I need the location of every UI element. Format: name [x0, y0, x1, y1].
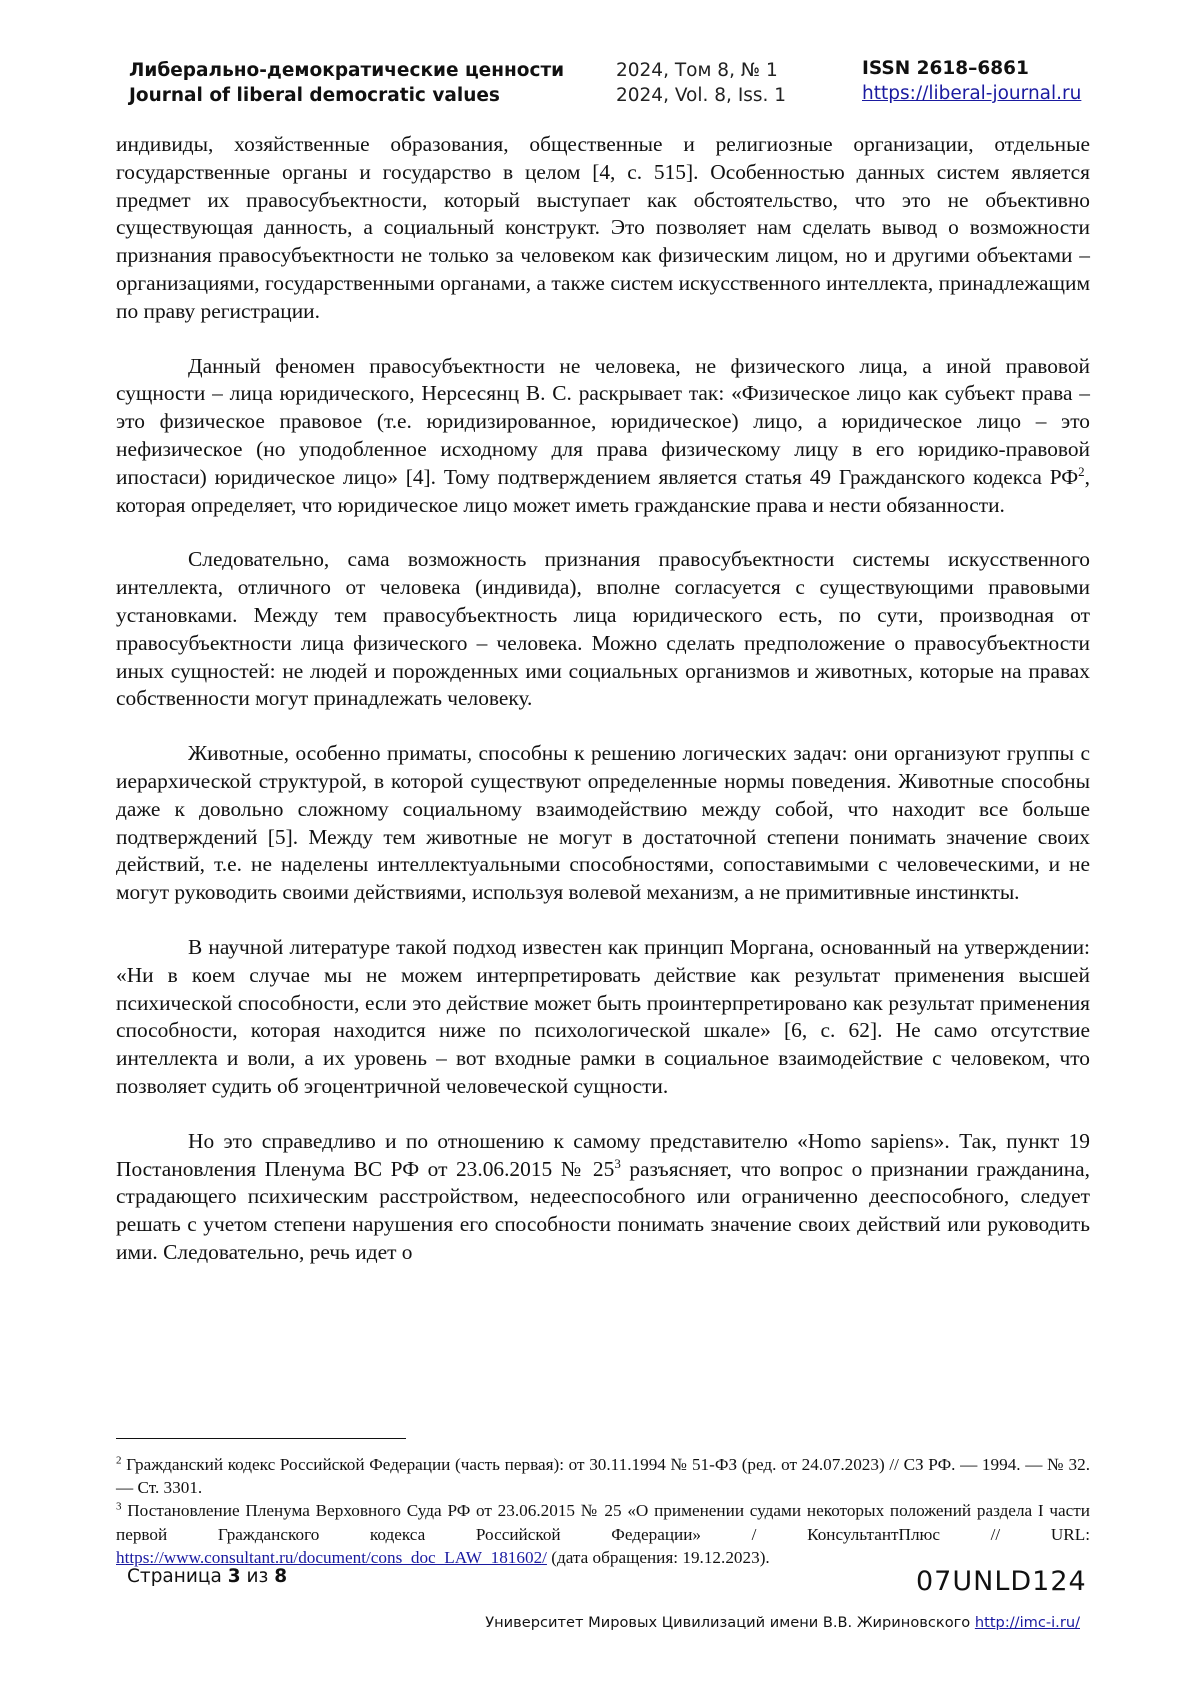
- journal-title-ru: Либерально-демократические ценности: [129, 60, 565, 81]
- university-link[interactable]: http://imc-i.ru/: [974, 1614, 1080, 1631]
- page-current: 3: [227, 1566, 241, 1587]
- footnote-3-access-date: (дата обращения: 19.12.2023).: [546, 1547, 770, 1567]
- footnote-3-text: Постановление Пленума Верховного Суда РФ от 23.06.2015 № 25 «О применении судами некоторых положений раздела I части первой Гражданского кодекса Российской Федерации» / КонсультантПлюс // URL:: [116, 1501, 1090, 1544]
- footnote-divider: [116, 1438, 406, 1439]
- page-prefix: Страница: [127, 1566, 228, 1587]
- paragraph-3: Следовательно, сама возможность признания правосубъектности системы искусственного интеллекта, отличного от человека (индивида), вполне согласуется с существующими правовыми установками. Между тем правосубъектность лица юридического есть, по сути, производная от правосубъектности лица физического – человека. Можно сделать предположение о правосубъектности иных сущностей: не людей и порожденных ими социальных организмов и животных, которые на правах собственности могут принадлежать человеку.: [116, 547, 1090, 711]
- footnotes: [116, 1453, 1090, 1569]
- paragraph-5: В научной литературе такой подход известен как принцип Моргана, основанный на утверждении: «Ни в коем случае мы не можем интерпретировать действие как результат применения высшей психической способности, если это действие может быть проинтерпретировано как результат применения способности, которая находится ниже по психологической шкале» [6, с. 62]. Не само отсутствие интеллекта и воли, а их уровень – вот входные рамки в социальное взаимодействие с человеком, что позволяет судить об эгоцентричной человеческой сущности.: [116, 934, 1090, 1098]
- journal-title: [129, 58, 564, 108]
- paragraph-4: Животные, особенно приматы, способны к решению логических задач: они организуют группы с иерархической структурой, в которой существуют определенные нормы поведения. Животные способны даже к довольно сложному социальному взаимодействию между собой, что находит все больше подтверждений [5]. Между тем животные не могут в достаточной степени понимать значение своих действий, т.е. не наделены интеллектуальными способностями, сопоставимыми с человеческими, и не могут руководить своими действиями, используя волевой механизм, а не примитивные инстинкты.: [116, 741, 1090, 905]
- issn-number: ISSN 2618–6861: [862, 58, 1029, 79]
- consultant-link[interactable]: https://www.consultant.ru/document/cons_doc_LAW_181602/: [116, 1547, 547, 1567]
- footnote-3: [116, 1499, 1090, 1569]
- issue-info: [616, 58, 786, 108]
- page-total: 8: [274, 1566, 288, 1587]
- university-name: Университет Мировых Цивилизаций имени В.В. Жириновского: [485, 1614, 975, 1631]
- article-body: [116, 131, 1090, 1294]
- footnote-ref-3[interactable]: 3: [614, 1155, 621, 1171]
- journal-title-en: Journal of liberal democratic values: [129, 85, 500, 106]
- paragraph-2: [116, 353, 1090, 520]
- issue-info-ru: 2024, Том 8, № 1: [616, 60, 778, 81]
- article-code: 07UNLD124: [916, 1566, 1087, 1597]
- paragraph-6: [116, 1128, 1090, 1267]
- paragraph-2-text-a: Данный феномен правосубъектности не человека, не физического лица, а иной правовой сущности – лица юридического, Нерсесянц В. С. раскрывает так: «Физическое лицо как субъект права – это физическое правовое (т.е. юридизированное, юридическое) лицо, а юридическое лицо – это нефизическое (но уподобленное исходному для права физическому лицу в его юридико-правовой ипостаси) юридическое лицо» [4]. Тому подтверждением является статья 49 Гражданского кодекса РФ: [116, 353, 1090, 489]
- page-number: [127, 1566, 287, 1587]
- footnote-2-number: 2: [116, 1454, 122, 1467]
- footnote-3-number: 3: [116, 1500, 122, 1513]
- university-line: [485, 1614, 1080, 1631]
- footnote-2: [116, 1453, 1090, 1499]
- issue-info-en: 2024, Vol. 8, Iss. 1: [616, 85, 787, 106]
- paragraph-2-text-b: , которая определяет, что юридическое лицо может иметь гражданские права и нести обязанности.: [116, 464, 1090, 517]
- issn-block: [862, 56, 1081, 106]
- paragraph-6-text-b: разъясняет, что вопрос о признании гражданина, страдающего психическим расстройством, недееспособного или ограниченно дееспособного, следует решать с учетом степени нарушения его способности понимать значение своих действий или руководить ими. Следовательно, речь идет о: [116, 1156, 1090, 1264]
- page-mid: из: [240, 1566, 275, 1587]
- footnote-2-text: Гражданский кодекс Российской Федерации (часть первая): от 30.11.1994 № 51-ФЗ (ред. от 24.07.2023) // СЗ РФ. — 1994. — № 32. — Ст. 3301.: [116, 1455, 1090, 1498]
- journal-url-link[interactable]: https://liberal-journal.ru: [862, 83, 1082, 104]
- paragraph-6-text-a: Но это справедливо и по отношению к самому представителю «Homo sapiens». Так, пункт 19 Постановления Пленума ВС РФ от 23.06.2015 № 25: [116, 1128, 1090, 1181]
- paragraph-1: индивиды, хозяйственные образования, общественные и религиозные организации, отдельные государственные органы и государство в целом [4, с. 515]. Особенностью данных систем является предмет их правосубъектности, который выступает как обстоятельство, что это не объективно существующая данность, а социальный конструкт. Это позволяет нам сделать вывод о возможности признания правосубъектности не только за человеком как физическим лицом, но и другими объектами – организациями, государственными органами, а также систем искусственного интеллекта, принадлежащим по праву регистрации.: [116, 132, 1090, 323]
- footnote-ref-2[interactable]: 2: [1078, 463, 1085, 479]
